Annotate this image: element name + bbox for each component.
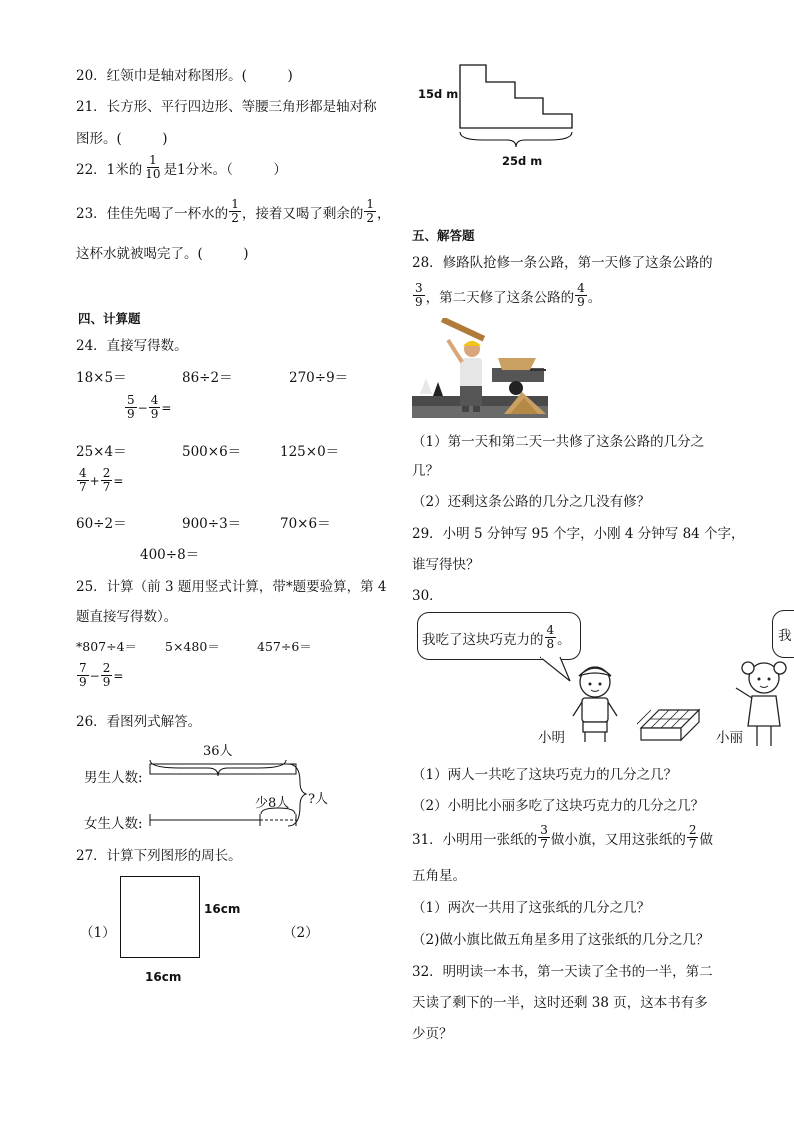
q31-text-a: 31．小明用一张纸的 [412, 831, 538, 848]
q29-line1: 29．小明 5 分钟写 95 个字，小刚 4 分钟写 84 个字， [412, 526, 745, 542]
q28-text-mid: ，第二天修了这条公路的 [425, 289, 575, 306]
q28-fraction-1: $\frac{3}{9}$ [415, 281, 423, 309]
q26-title: 26．看图列式解答。 [76, 714, 202, 730]
q24-fraction-expr-1: $\frac{5}{9}$ − $\frac{4}{9}$ = [127, 393, 172, 421]
q21-line2: 图形。( ) [76, 131, 168, 147]
q31-sub2: （2)做小旗比做五角星多用了这张纸的几分之几？ [412, 932, 710, 948]
q23-fraction-2: $\frac{1}{2}$ [366, 197, 374, 225]
q28-text-end: 。 [587, 289, 602, 306]
q24-item: 900÷3＝ [182, 516, 242, 532]
q31-line2: 五角星。 [412, 868, 466, 884]
q24-item: 60÷2＝ [76, 516, 127, 532]
road-worker-illustration [412, 318, 548, 418]
q25-line2: 题直接写得数）。 [76, 609, 178, 625]
q30-number: 30． [412, 588, 443, 604]
q28-fraction-2: $\frac{4}{9}$ [577, 281, 585, 309]
q23 [76, 198, 390, 225]
q23-text-b: ，接着又喝了剩余的 [241, 205, 364, 222]
q28-sub1-line2: 几？ [412, 463, 439, 479]
label-xiaoli: 小丽 [716, 730, 743, 746]
q24-item: 86÷2＝ [182, 370, 233, 386]
q32-line3: 少页？ [412, 1026, 453, 1042]
q29-line2: 谁写得快？ [412, 557, 480, 573]
q32-line1: 32．明明读一本书，第一天读了全书的一半，第二 [412, 964, 713, 980]
staircase-width: 25d m [502, 154, 543, 168]
chocolate-bar-illustration [637, 706, 703, 746]
q30-sub2: （2）小明比小丽多吃了这块巧克力的几分之几？ [412, 798, 705, 814]
bubble-text-xiaoming: 我吃了这块巧克力的 $\frac{4}{8}$ 。 [422, 623, 571, 651]
q28-line1: 28．修路队抢修一条公路，第一天修了这条公路的 [412, 255, 713, 271]
staircase-shape [455, 60, 580, 160]
q27-title: 27．计算下列图形的周长。 [76, 848, 242, 864]
q24-item: 500×6＝ [182, 444, 242, 460]
q23-fraction-1: $\frac{1}{2}$ [231, 197, 239, 225]
q24-item: 125×0＝ [280, 444, 340, 460]
q23-text-c: ， [376, 205, 391, 222]
q30-sub1: （1）两人一共吃了这块巧克力的几分之几？ [412, 767, 678, 783]
q21-line1: 21．长方形、平行四边形、等腰三角形都是轴对称 [76, 99, 377, 115]
bubble-fraction: $\frac{4}{8}$ [546, 623, 555, 651]
q31-line1 [412, 824, 713, 851]
section-4-heading: 四、计算题 [78, 311, 141, 326]
q27-square [120, 876, 200, 958]
section-5-heading: 五、解答题 [412, 228, 475, 243]
q24-fraction-expr-2: $\frac{4}{7}$ + $\frac{2}{7}$ = [79, 466, 124, 494]
q27-square-side: 16cm [204, 902, 241, 916]
q22-text-b: 是1分米。（ ） [163, 161, 287, 178]
q22-text-a: 22．1米的 [76, 161, 143, 178]
q26-girls-label: 女生人数: [84, 816, 143, 832]
q26-boys-label: 男生人数: [84, 770, 143, 786]
q28-line2 [412, 282, 601, 309]
q25-fraction-expr: $\frac{7}{9}$ − $\frac{2}{9}$ = [79, 661, 124, 689]
bubble-text-xiaoli: 我 [778, 628, 792, 644]
q27-square-bottom: 16cm [145, 970, 182, 984]
q26-boys-count: 36人 [203, 744, 233, 759]
q27-part1-label: （1） [80, 925, 116, 941]
q27-part2-label: （2） [283, 925, 319, 941]
q22 [76, 154, 287, 181]
q22-fraction: $\frac{1}{10}$ [145, 153, 161, 181]
q24-item: 25×4＝ [76, 444, 127, 460]
q24-item: 70×6＝ [280, 516, 331, 532]
q31-fraction-1: $\frac{3}{7}$ [540, 823, 548, 851]
q31-text-b: 做小旗，又用这张纸的 [550, 831, 686, 848]
label-xiaoming: 小明 [538, 730, 565, 746]
q31-fraction-2: $\frac{2}{7}$ [688, 823, 697, 851]
girl-xiaoli-illustration [730, 648, 794, 752]
q25-item: 5×480＝ [165, 639, 220, 654]
q23-text-a: 23．佳佳先喝了一杯水的 [76, 205, 229, 222]
q31-sub1: （1）两次一共用了这张纸的几分之几？ [412, 900, 651, 916]
q31-text-c: 做 [699, 831, 713, 848]
q25-line1: 25．计算（前 3 题用竖式计算，带*题要验算，第 4 [76, 579, 387, 595]
q24-item: 400÷8＝ [140, 547, 200, 563]
q23-line2: 这杯水就被喝完了。( ) [76, 246, 249, 262]
q20-text: 20．红领巾是轴对称图形。( ) [76, 68, 293, 84]
q25-item: *807÷4＝ [76, 639, 138, 654]
q24-item: 270÷9＝ [289, 370, 349, 386]
q28-sub1-line1: （1）第一天和第二天一共修了这条公路的几分之 [412, 434, 705, 450]
q26-question: ?人 [308, 792, 328, 807]
q32-line2: 天读了剩下的一半，这时还剩 38 页，这本书有多 [412, 995, 708, 1011]
q25-item: 457÷6＝ [257, 639, 312, 654]
q24-item: 18×5＝ [76, 370, 127, 386]
q24-title: 24．直接写得数。 [76, 338, 188, 354]
q28-sub2: （2）还剩这条公路的几分之几没有修？ [412, 494, 651, 510]
staircase-height: 15d m [418, 87, 459, 101]
boy-xiaoming-illustration [565, 660, 625, 750]
q26-less-label: 少8人 [255, 796, 290, 811]
